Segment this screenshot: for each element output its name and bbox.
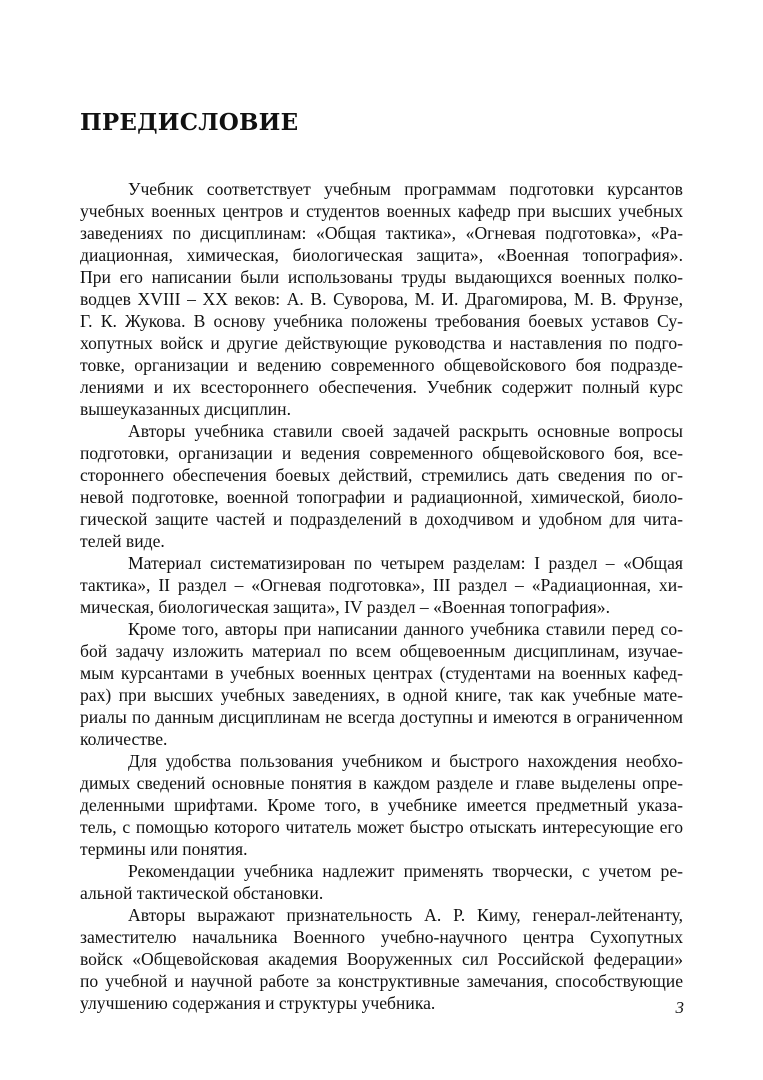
paragraph-line: мым курсантами в учебных военных центрах (студентами на военных кафед- bbox=[80, 663, 683, 683]
paragraph-line: стороннего обеспечения боевых действий, стремились дать сведения по ог- bbox=[80, 465, 683, 485]
paragraph-line: риалы по данным дисциплинам не всегда доступны и имеются в ограниченном bbox=[80, 707, 683, 727]
paragraph-line: Для удобства пользования учебником и быстрого нахождения необхо- bbox=[128, 751, 683, 771]
paragraph-line: термины или понятия. bbox=[80, 839, 248, 859]
paragraph-line: альной тактической обстановки. bbox=[80, 883, 324, 903]
paragraph-line: гической защите частей и подразделений в доходчивом и удобном для чита- bbox=[80, 509, 683, 529]
paragraph-line: телей виде. bbox=[80, 531, 165, 551]
paragraph-line: бой задачу изложить материал по всем общевоенным дисциплинам, изучае- bbox=[80, 641, 683, 661]
paragraph-line: подготовки, организации и ведения современного общевойскового боя, все- bbox=[80, 443, 683, 463]
paragraph-line: Учебник соответствует учебным программам подготовки курсантов bbox=[128, 179, 683, 199]
paragraph-line: тактика», II раздел – «Огневая подготовка», III раздел – «Радиационная, хи- bbox=[80, 575, 683, 595]
paragraph-line: Кроме того, авторы при написании данного учебника ставили перед со- bbox=[128, 619, 683, 639]
paragraph-line: При его написании были использованы труды выдающихся военных полко- bbox=[80, 267, 683, 287]
paragraph-line: хопутных войск и другие действующие руководства и наставления по подго- bbox=[80, 333, 683, 353]
paragraph-line: количестве. bbox=[80, 729, 168, 749]
paragraph-line: Материал систематизирован по четырем разделам: I раздел – «Общая bbox=[128, 553, 683, 573]
paragraph-line: Авторы учебника ставили своей задачей раскрыть основные вопросы bbox=[128, 421, 683, 441]
paragraph-line: Г. К. Жукова. В основу учебника положены требования боевых уставов Су- bbox=[80, 311, 683, 331]
paragraph-line: заведениях по дисциплинам: «Общая тактика», «Огневая подготовка», «Ра- bbox=[80, 223, 683, 243]
paragraph-line: войск «Общевойсковая академия Вооруженных сил Российской федерации» bbox=[80, 949, 683, 969]
paragraph-line: водцев XVIII – XX веков: А. В. Суворова, М. И. Драгомирова, М. В. Фрунзе, bbox=[80, 289, 683, 309]
paragraph-line: заместителю начальника Военного учебно-научного центра Сухопутных bbox=[80, 927, 683, 947]
paragraph-line: учебных военных центров и студентов военных кафедр при высших учебных bbox=[80, 201, 683, 221]
page-number: 3 bbox=[675, 998, 684, 1017]
paragraph-line: невой подготовке, военной топографии и радиационной, химической, биоло- bbox=[80, 487, 683, 507]
paragraph-line: товке, организации и ведению современного общевойскового боя подразде- bbox=[80, 355, 683, 375]
page-title: ПРЕДИСЛОВИЕ bbox=[80, 109, 299, 136]
paragraph-line: улучшению содержания и структуры учебника. bbox=[80, 993, 436, 1013]
paragraph-line: лениями и их всестороннего обеспечения. Учебник содержит полный курс bbox=[80, 377, 683, 397]
paragraph-line: димых сведений основные понятия в каждом разделе и главе выделены опре- bbox=[80, 773, 683, 793]
paragraph-line: диационная, химическая, биологическая защита», «Военная топография». bbox=[80, 245, 683, 265]
paragraph-line: Рекомендации учебника надлежит применять творчески, с учетом ре- bbox=[128, 861, 683, 881]
paragraph-line: тель, с помощью которого читатель может быстро отыскать интересующие его bbox=[80, 817, 683, 837]
paragraph-line: Авторы выражают признательность А. Р. Киму, генерал-лейтенанту, bbox=[128, 905, 683, 925]
paragraph-line: мическая, биологическая защита», IV раздел – «Военная топография». bbox=[80, 597, 610, 617]
paragraph-line: рах) при высших учебных заведениях, в одной книге, так как учебные мате- bbox=[80, 685, 683, 705]
paragraph-line: вышеуказанных дисциплин. bbox=[80, 399, 291, 419]
paragraph-line: деленными шрифтами. Кроме того, в учебнике имеется предметный указа- bbox=[80, 795, 683, 815]
paragraph-line: по учебной и научной работе за конструктивные замечания, способствующие bbox=[80, 971, 683, 991]
